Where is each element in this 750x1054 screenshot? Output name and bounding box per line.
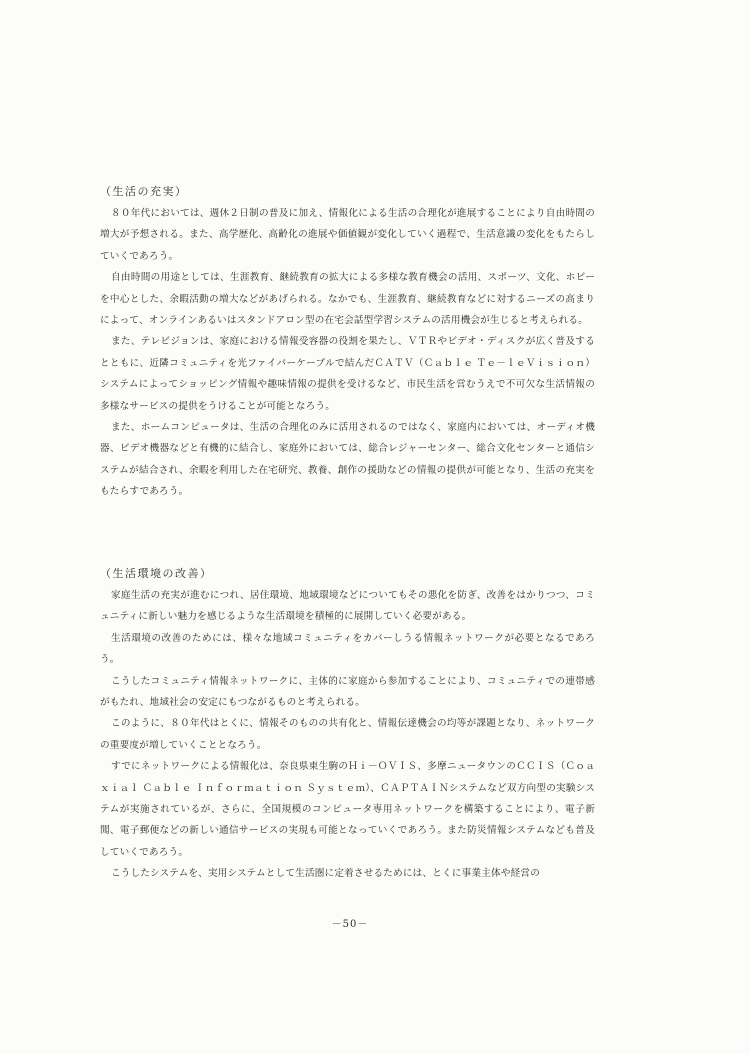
section-life-enrichment xyxy=(100,181,595,503)
paragraph: また、テレビジョンは、家庭における情報受容器の役割を果たし、ＶＴＲやビデオ・ディスクが広く普及するとともに、近隣コミュニティを光ファイバーケーブルで結んだＣＡＴＶ（Ｃａｂｌｅ Ｔｅ－ｌｅＶｉｓｉｏｎ）システムによってショッピング情報や趣味情報の提供を受けるなど、市民生活を営むうえで不可欠な生活情報の多様なサービスの提供をうけることが可能となろう。 xyxy=(100,336,595,412)
page-number: －50－ xyxy=(331,919,369,930)
paragraph: すでにネットワークによる情報化は、奈良県東生駒のＨｉ－ＯＶＩＳ、多摩ニュータウンのＣＣＩＳ（Ｃｏａｘｉａｌ Ｃａｂｌｅ Ｉｎｆｏｒｍａｔｉｏｎ Ｓｙｓｔｅｍ）、ＣＡＰＴＡＩＮシステムなど双方向型の実験システムが実施されているが、さらに、全国規模のコンピュータ専用ネットワークを構築することにより、電子新聞、電子郵便などの新しい通信サービスの実現も可能となっていくであろう。また防災情報システムなども普及していくであろう。 xyxy=(100,761,595,858)
paragraph: こうしたコミュニティ情報ネットワークに、主体的に家庭から参加することにより、コミュニティでの連帯感がもたれ、地域社会の安定にもつながるものと考えられる。 xyxy=(100,675,595,709)
paragraph: このように、８０年代はとくに、情報そのものの共有化と、情報伝達機会の均等が課題となり、ネットワークの重要度が増していくこととなろう。 xyxy=(100,718,595,751)
paragraph: こうしたシステムを、実用システムとして生活圏に定着させるためには、とくに事業主体や経営の xyxy=(111,868,541,880)
paragraph: 家庭生活の充実が進むにつれ、居住環境、地域環境などについてもその悪化を防ぎ、改善をはかりつつ、コミュニティに新しい魅力を感じるような生活環境を積極的に展開していく必要がある。 xyxy=(100,590,595,623)
paragraph: また、ホームコンピュータは、生活の合理化のみに活用されるのではなく、家庭内においては、オーディオ機器、ビデオ機器などと有機的に結合し、家庭外においては、総合レジャーセンター、総合文化センターと通信システムが結合され、余暇を利用した在宅研究、教養、創作の援助などの情報の提供が可能となり、生活の充実をもたらすであろう。 xyxy=(100,422,595,498)
section-living-environment xyxy=(100,563,595,885)
section-heading: （生活環境の改善） xyxy=(100,567,213,580)
paragraph: ８０年代においては、週休２日制の普及に加え、情報化による生活の合理化が進展することにより自由時間の増大が予想される。また、高学歴化、高齢化の進展や価値観が変化していく過程で、生活意識の変化をもたらしていくであろう。 xyxy=(100,208,595,262)
paragraph: 生活環境の改善のためには、様々な地域コミュニティをカバーしうる情報ネットワークが必要となるであろう。 xyxy=(100,632,595,666)
section-heading: （生活の充実） xyxy=(100,185,188,198)
paragraph: 自由時間の用途としては、生涯教育、継続教育の拡大による多様な教育機会の活用、スポーツ、文化、ホビーを中心とした、余暇活動の増大などがあげられる。なかでも、生涯教育、継続教育などに対するニーズの高まりによって、オンラインあるいはスタンドアロン型の在宅会話型学習システムの活用機会が生じると考えられる。 xyxy=(100,272,595,327)
